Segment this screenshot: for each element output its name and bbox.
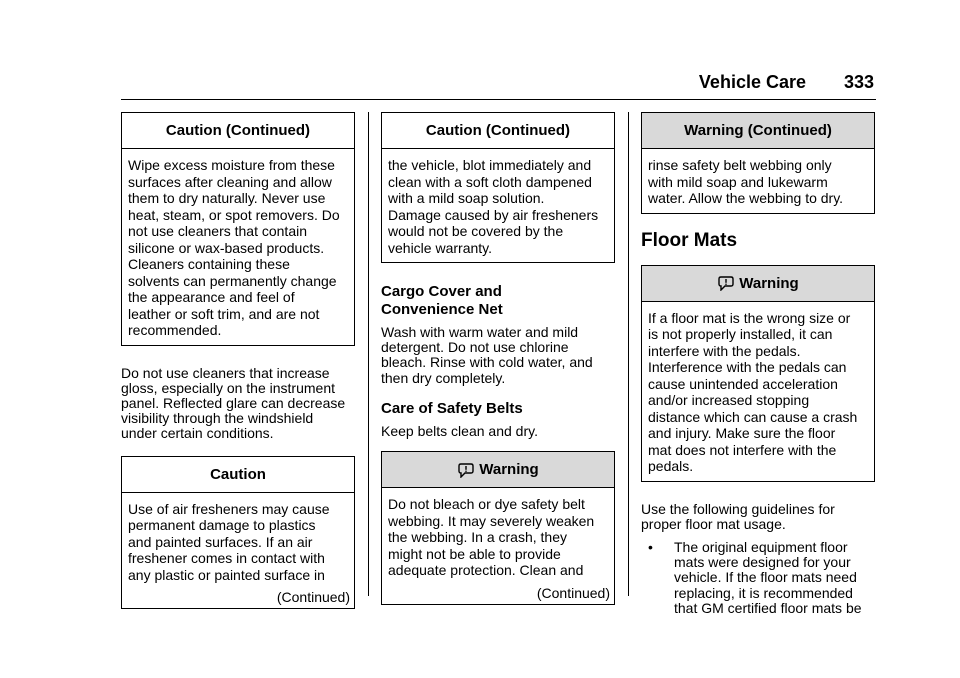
- text-line: the vehicle, blot immediately and: [388, 157, 592, 173]
- bullet-text: [674, 540, 862, 616]
- text-line: Use of air fresheners may cause: [128, 500, 330, 517]
- text-line: Wipe excess moisture from these: [128, 157, 335, 173]
- text-line: vehicle. If the floor mats need: [674, 569, 857, 586]
- text-line: detergent. Do not use chlorine: [381, 339, 569, 356]
- caution-continued-title: Caution (Continued): [122, 113, 354, 149]
- text-line: mat does not interfere with the: [648, 441, 837, 458]
- text-line: that GM certified floor mats be: [674, 599, 862, 616]
- text-line: The original equipment floor: [674, 538, 848, 555]
- text-line: is not properly installed, it can: [648, 326, 833, 342]
- text-line: would not be covered by the: [388, 223, 564, 239]
- continued-label: (Continued): [276, 589, 350, 606]
- text-line: leather or soft trim, and are not: [128, 305, 320, 322]
- text-line: bleach. Rinse with cold water, and: [381, 354, 593, 371]
- text-line: with a mild soap solution.: [388, 190, 545, 206]
- text-line: Wash with warm water and mild: [381, 324, 579, 340]
- cargo-cover-heading: [381, 283, 615, 319]
- text-line: clean with a soft cloth dampened: [388, 173, 592, 190]
- text-line: visibility through the windshield: [121, 410, 314, 427]
- cleaner-paragraph: [121, 366, 355, 442]
- column-divider: [368, 112, 369, 596]
- warning-box: [381, 451, 615, 605]
- column-2: [381, 112, 615, 625]
- guidelines-paragraph: [641, 502, 875, 532]
- text-line: not use cleaners that contain: [128, 223, 308, 239]
- text-line: under certain conditions.: [121, 425, 274, 442]
- cargo-cover-paragraph: [381, 325, 615, 386]
- text-line: replacing, it is recommended: [674, 584, 853, 601]
- caution-text: [122, 493, 354, 590]
- text-line: might not be able to provide: [388, 545, 561, 562]
- text-line: pedals.: [648, 458, 694, 474]
- text-line: recommended.: [128, 322, 222, 338]
- text-line: Interference with the pedals can: [648, 359, 847, 375]
- text-line: webbing. It may severely weaken: [388, 512, 595, 529]
- list-item: [648, 540, 875, 616]
- safety-belts-paragraph: Keep belts clean and dry.: [381, 422, 538, 439]
- caution-title: Caution: [122, 457, 354, 493]
- text-line: and/or increased stopping: [648, 392, 810, 408]
- caution-continued-text: [382, 149, 614, 262]
- column-1: [121, 112, 355, 629]
- text-line: Damage caused by air fresheners: [388, 206, 599, 223]
- text-line: If a floor mat is the wrong size or: [648, 309, 851, 326]
- caution-continued-title: Caution (Continued): [382, 113, 614, 149]
- text-line: surfaces after cleaning and allow: [128, 173, 332, 190]
- text-line: any plastic or painted surface in: [128, 566, 325, 583]
- text-line: heat, steam, or spot removers. Do: [128, 206, 340, 223]
- heading-line: Cargo Cover and: [381, 283, 502, 300]
- warning-title: Warning: [739, 274, 799, 292]
- page-header: [121, 68, 876, 100]
- continued-label: (Continued): [536, 584, 610, 601]
- text-line: proper floor mat usage.: [641, 515, 786, 532]
- warning-icon: [457, 462, 475, 478]
- text-line: them to dry naturally. Never use: [128, 190, 326, 206]
- text-line: and injury. Make sure the floor: [648, 425, 836, 441]
- caution-box: [121, 456, 355, 610]
- text-line: distance which can cause a crash: [648, 408, 858, 425]
- text-line: permanent damage to plastics: [128, 517, 316, 534]
- warning-header: [642, 266, 874, 302]
- text-line: and painted surfaces. If an air: [128, 533, 313, 550]
- text-line: vehicle warranty.: [388, 239, 493, 256]
- text-line: interfere with the pedals.: [648, 342, 801, 359]
- warning-text: [382, 488, 614, 585]
- page-number: 333: [843, 72, 874, 92]
- warning-box: [641, 265, 875, 482]
- column-divider: [628, 112, 629, 596]
- text-line: with mild soap and lukewarm: [648, 173, 828, 190]
- caution-continued-box: [121, 112, 355, 346]
- text-line: water. Allow the webbing to dry.: [648, 190, 844, 206]
- warning-title: Warning: [479, 461, 539, 479]
- text-line: the appearance and feel of: [128, 289, 295, 305]
- column-3: [641, 112, 875, 616]
- warning-header: [382, 452, 614, 488]
- warning-continued-text: [642, 149, 874, 213]
- text-line: solvents can permanently change: [128, 272, 337, 289]
- text-line: Do not bleach or dye safety belt: [388, 496, 585, 513]
- text-line: freshener comes in contact with: [128, 550, 325, 567]
- text-line: rinse safety belt webbing only: [648, 157, 832, 173]
- caution-continued-text: [122, 149, 354, 345]
- text-line: gloss, especially on the instrument: [121, 379, 335, 396]
- warning-continued-box: [641, 112, 875, 214]
- header-section-title: Vehicle Care: [698, 72, 806, 92]
- text-line: Use the following guidelines for: [641, 500, 835, 517]
- text-line: Do not use cleaners that increase: [121, 364, 330, 381]
- text-line: mats were designed for your: [674, 554, 851, 571]
- warning-text: [642, 302, 874, 481]
- text-line: the webbing. In a crash, they: [388, 529, 567, 546]
- floor-mats-heading: Floor Mats: [641, 229, 738, 251]
- text-line: then dry completely.: [381, 369, 506, 386]
- text-line: adequate protection. Clean and: [388, 562, 584, 579]
- warning-icon: [717, 275, 735, 291]
- text-line: silicone or wax-based products.: [128, 239, 325, 256]
- bullet-mark: •: [648, 538, 653, 555]
- text-line: cause unintended acceleration: [648, 375, 838, 392]
- caution-continued-box: [381, 112, 615, 263]
- warning-continued-title: Warning (Continued): [642, 113, 874, 149]
- safety-belts-heading: Care of Safety Belts: [381, 399, 523, 417]
- text-line: Cleaners containing these: [128, 256, 290, 272]
- heading-line: Convenience Net: [381, 301, 503, 318]
- text-line: panel. Reflected glare can decrease: [121, 394, 346, 411]
